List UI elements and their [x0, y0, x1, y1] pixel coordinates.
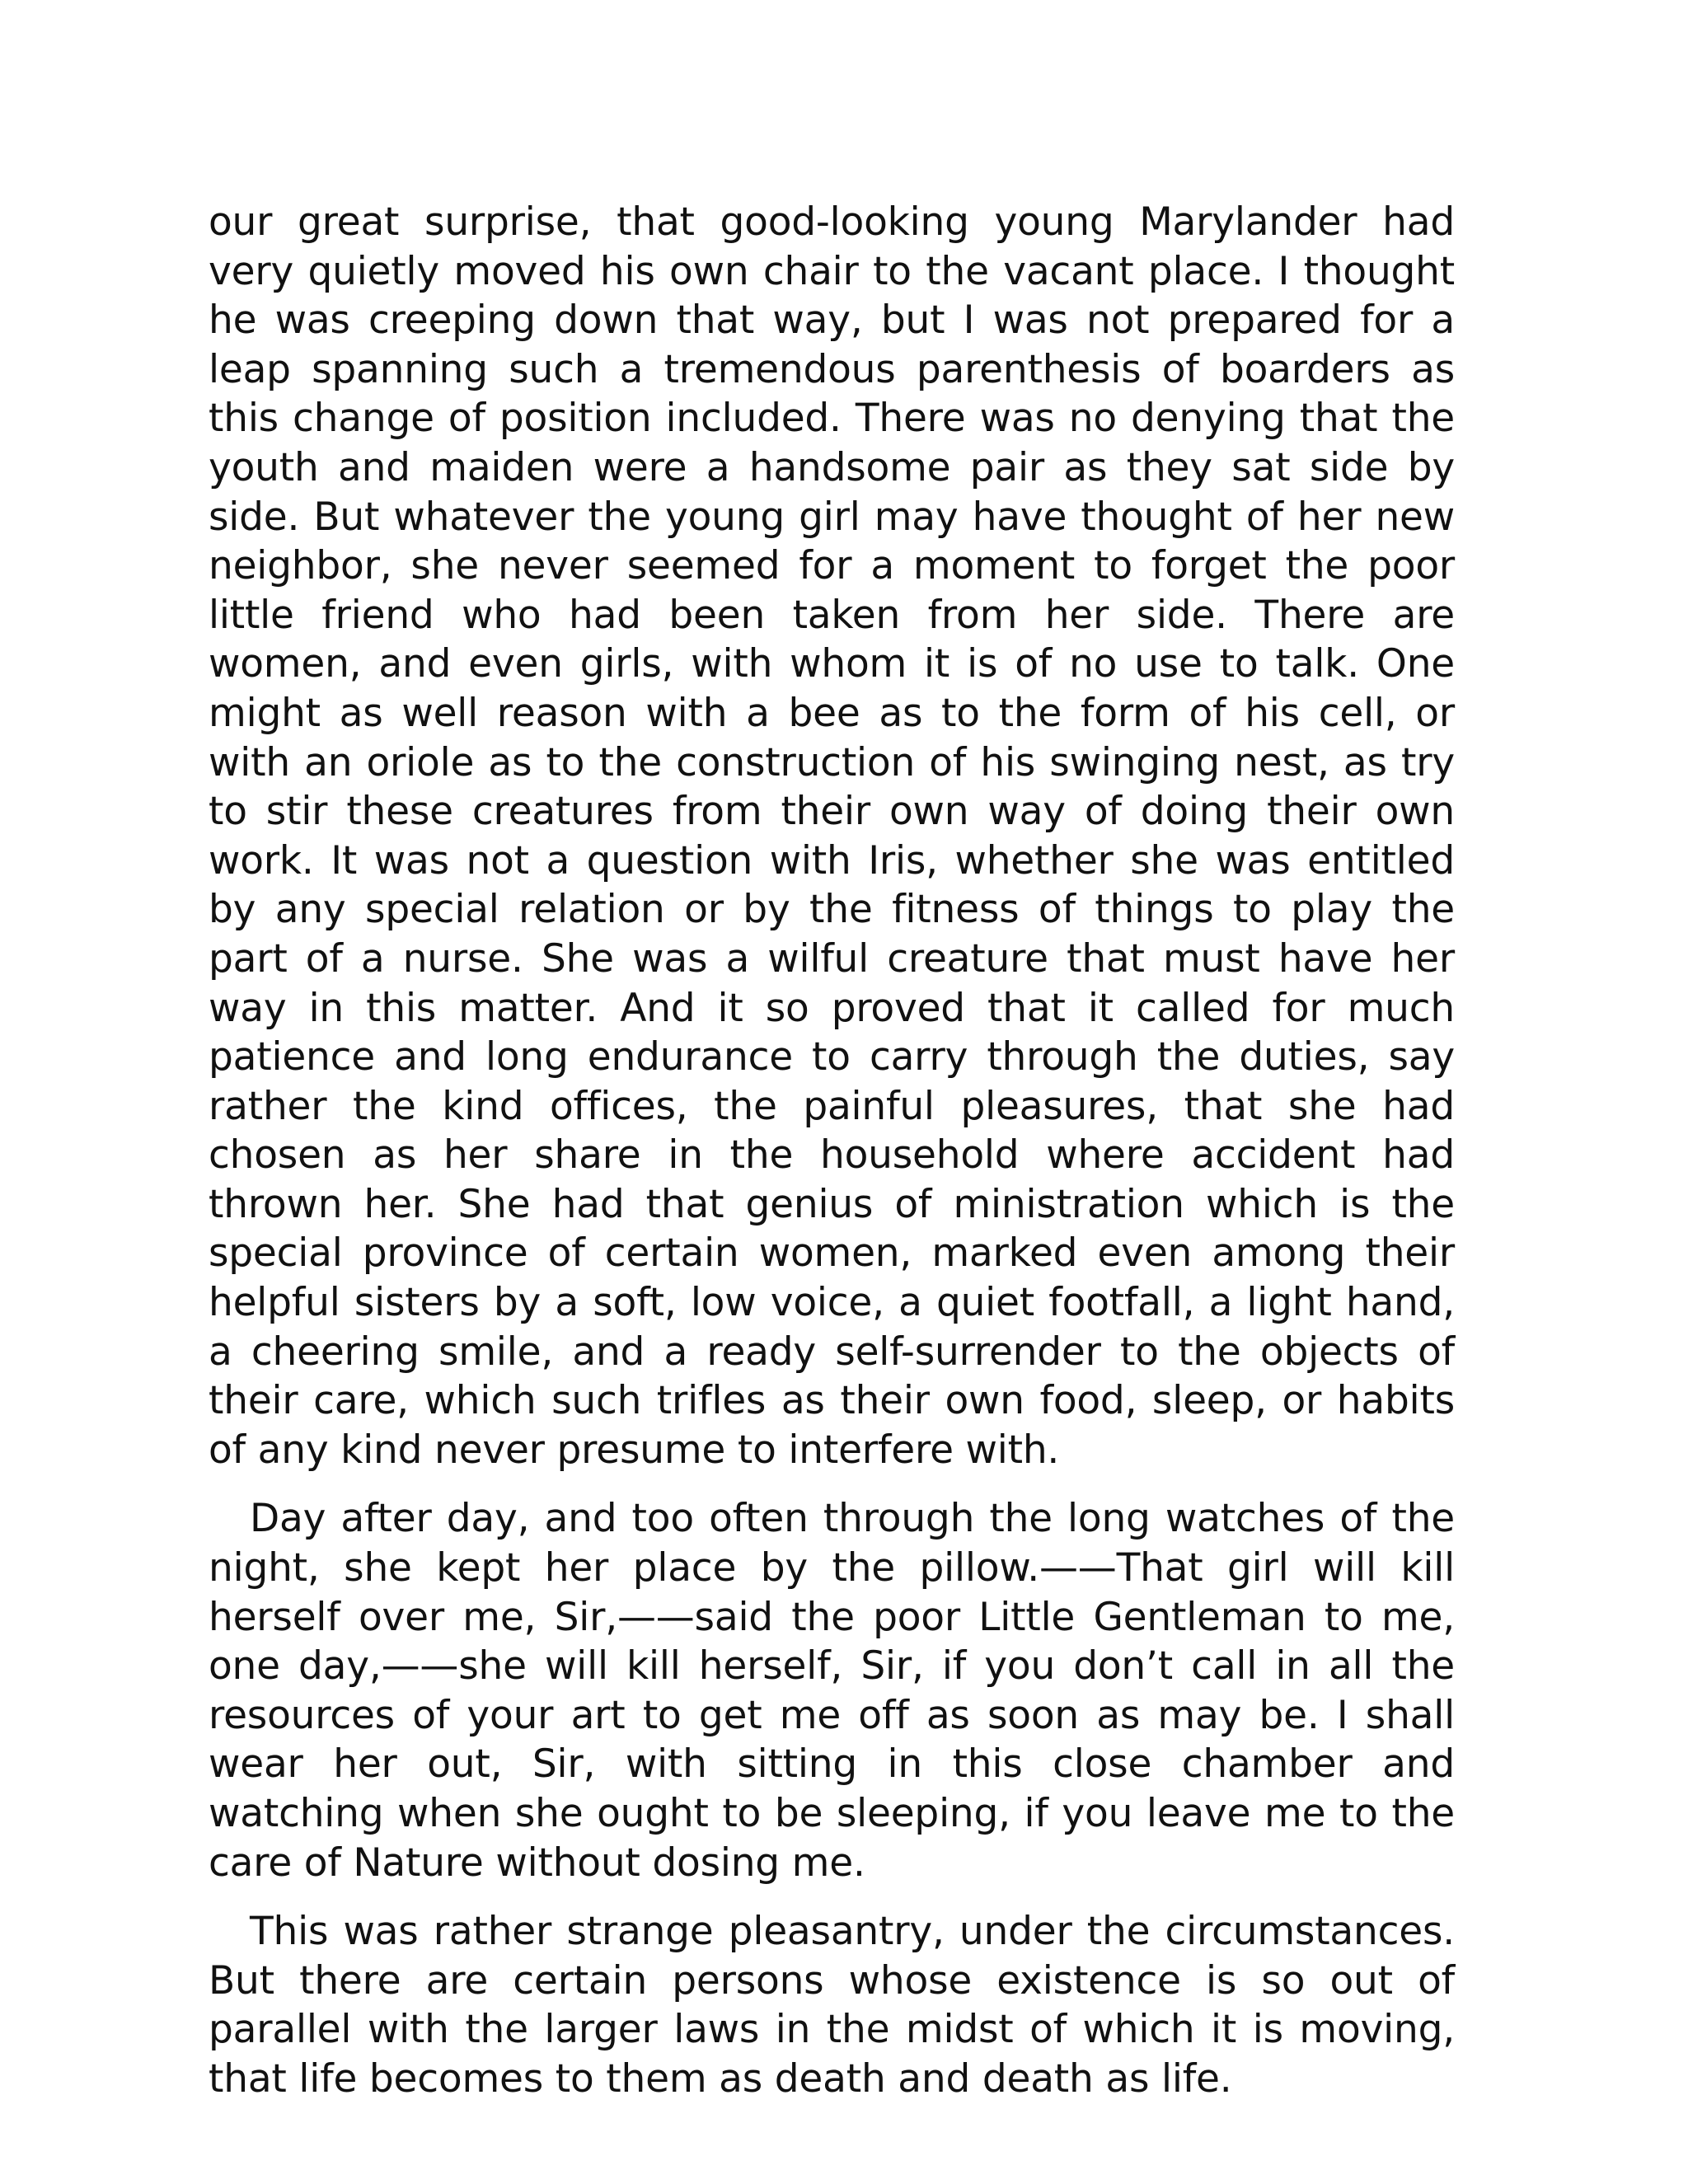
paragraph-3: This was rather strange pleasantry, under the circumstances. But there are certain persons whose existence is so out of parallel with the larger laws in the midst of which it is moving, that life becomes to them as death and death as life.	[209, 1909, 1455, 2102]
paragraph-2: Day after day, and too often through the long watches of the night, she kept her place by the pillow.——That girl will kill herself over me, Sir,——said the poor Little Gentleman to me, one day,——she will kill herself, Sir, if you don’t call in all the resources of your art to get me off as soon as may be. I shall wear her out, Sir, with sitting in this close chamber and watching when she ought to be sleeping, if you leave me to the care of Nature without dosing me.	[209, 1496, 1455, 1886]
paragraph-1: our great surprise, that good-looking young Marylander had very quietly moved his own chair to the vacant place. I thought he was creeping down that way, but I was not prepared for a leap spanning such a tremendous parenthesis of boarders as this change of position included. There was no denying that the youth and maiden were a handsome pair as they sat side by side. But whatever the young girl may have thought of her new neighbor, she never seemed for a moment to forget the poor little friend who had been taken from her side. There are women, and even girls, with whom it is of no use to talk. One might as well reason with a bee as to the form of his cell, or with an oriole as to the construction of his swinging nest, as try to stir these creatures from their own way of doing their own work. It was not a question with Iris, whether she was entitled by any special relation or by the fitness of things to play the part of a nurse. She was a wilful creature that must have her way in this matter. And it so proved that it called for much patience and long endurance to carry through the duties, say rather the kind offices, the painful pleasures, that she had chosen as her share in the household where accident had thrown her. She had that genius of ministration which is the special province of certain women, marked even among their helpful sisters by a soft, low voice, a quiet footfall, a light hand, a cheering smile, and a ready self-surrender to the objects of their care, which such trifles as their own food, sleep, or habits of any kind never presume to interfere with.	[209, 199, 1455, 1473]
page-body	[209, 198, 1455, 2104]
